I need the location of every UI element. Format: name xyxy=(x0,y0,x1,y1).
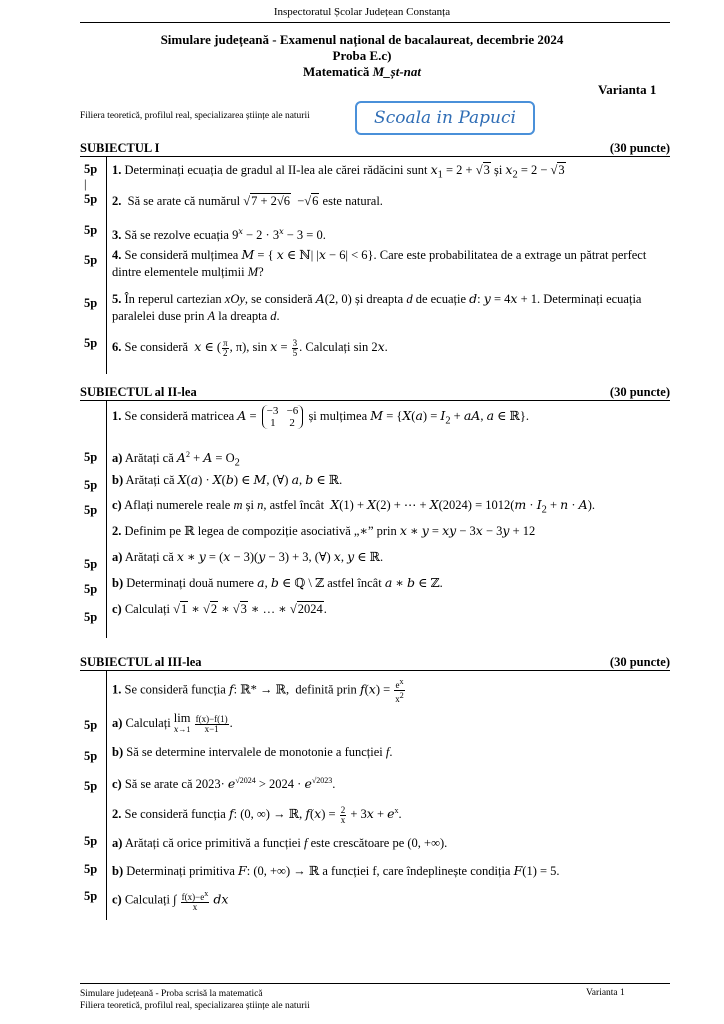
points-label: 5p xyxy=(84,450,98,464)
points-label: 5p xyxy=(84,478,98,492)
points-label: 5p xyxy=(84,779,98,793)
points-label: 5p xyxy=(84,223,98,237)
question-3-2c: c) Calculați ∫ $\frac{f(x)-e^x}{x}$ dx xyxy=(112,889,229,912)
question-3-1a: a) Calculați lim x→1 $\frac{f(x)-f(1)}{x-1}$ . xyxy=(112,711,233,734)
question-3-2b: b) Determinați primitiva F: (0, +∞) → ℝ a funcției f, care îndeplinește condiția F(1) = 5. xyxy=(112,863,560,878)
section-1-margin-line xyxy=(106,156,107,374)
school-logo: Scoala in Papuci xyxy=(355,101,535,135)
section-3-points: (30 puncte) xyxy=(609,655,670,669)
question-1-3: 3. Să se rezolve ecuația $9^x - 2 \cdot 3^x - 3 = 0$. xyxy=(112,227,326,243)
section-3-header xyxy=(80,655,670,670)
question-1-6: 6. Se consideră x ∈ ( $\frac{\pi}{2}$ , π), sin x = $\frac{3}{5}$ . Calculați sin 2x. xyxy=(112,337,388,358)
question-2-1: 1. Se consideră matricea A = −3 −6 1 2 și mulțimea $M = \{X(a) = I_2$ + aA, a ∈ ℝ}. xyxy=(112,405,530,429)
points-label: 5p xyxy=(84,503,98,517)
footer-variant: Varianta 1 xyxy=(586,988,625,998)
exam-subject: Matematică M_șt-nat xyxy=(302,64,422,79)
footer-line-1: Simulare județeană - Proba scrisă la matematică xyxy=(80,989,263,999)
exam-title: Simulare județeană - Examenul național de bacalaureat, decembrie 2024 xyxy=(160,32,564,47)
points-label: 5p xyxy=(84,718,98,732)
points-label: 5p xyxy=(84,749,98,763)
footer-left xyxy=(80,988,310,1012)
question-2-1b: b) Arătați că X(a) · X(b) ∈ M, (∀) a, b ∈ ℝ. xyxy=(112,472,343,487)
section-2-rule xyxy=(80,400,670,401)
section-2-header xyxy=(80,385,670,400)
question-3-2a: a) Arătați că orice primitivă a funcției f este crescătoare pe (0, +∞). xyxy=(112,836,448,850)
points-label: 5p xyxy=(84,834,98,848)
footer-line-2: Filiera teoretică, profilul real, specializarea științe ale naturii xyxy=(80,1001,310,1011)
section-3-rule xyxy=(80,670,670,671)
question-1-2: 2. Să se arate că numărul √7 + 2√6 −√6 este natural. xyxy=(112,194,383,208)
section-1-header xyxy=(80,141,670,156)
question-3-1c: c) Să se arate că $2023\cdot e^{√2024} > 2024 \cdot e^{√2023}$. xyxy=(112,776,336,792)
question-3-1: 1. Se consideră funcția f: ℝ* → ℝ, definită prin f(x) = $\frac{e^x}{x^2}$ xyxy=(112,677,404,704)
points-label: 5p xyxy=(84,582,98,596)
points-label: 5p xyxy=(84,862,98,876)
section-1-rule xyxy=(80,156,670,157)
inspectorate-name: Inspectoratul Școlar Județean Constanța xyxy=(273,6,451,18)
header-rule xyxy=(80,22,670,23)
points-label: 5p xyxy=(84,192,98,206)
points-label: 5p xyxy=(84,296,98,310)
question-2-2b: b) Determinați două numere a, b ∈ ℚ \ ℤ astfel încât a ∗ b ∈ ℤ. xyxy=(112,575,443,590)
exam-proba: Proba E.c) xyxy=(332,48,392,63)
question-2-1a: a) Arătați că $A^2 + A = O_2$ xyxy=(112,450,240,469)
question-3-1b: b) Să se determine intervalele de monotonie a funcției f. xyxy=(112,745,393,759)
question-2-2c: c) Calculați √1 ∗ √2 ∗ √3 ∗ … ∗ √2024. xyxy=(112,602,327,616)
question-2-2a: a) Arătați că x ∗ y = (x − 3)(y − 3) + 3, (∀) x, y ∈ ℝ. xyxy=(112,549,384,564)
question-1-5: 5. În reperul cartezian xOy, se consideră A(2, 0) și dreapta d de ecuație d: y = 4x + 1. Determinați ecuația paralelei duse prin A la dreapta d. xyxy=(112,291,642,323)
filiera-label: Filiera teoretică, profilul real, specializarea științe ale naturii xyxy=(80,111,310,121)
question-1-1: 1. Determinați ecuația de gradul al II-lea ale cărei rădăcini sunt $x_1 = 2 + √3$ și $x_2 = 2 - √3$ xyxy=(112,162,565,181)
question-2-1c: c) Aflați numerele reale m și n, astfel încât X(1) + X(2) + ⋯ + $X(2024) = 1012(m \cdot I_2 + n \cdot A)$. xyxy=(112,497,595,516)
section-1-title: SUBIECTUL I xyxy=(80,141,160,155)
points-label: 5p xyxy=(84,889,98,903)
points-label: 5p xyxy=(84,610,98,624)
points-label: 5p xyxy=(84,557,98,571)
section-2-margin-line xyxy=(106,400,107,638)
question-1-4: 4. Se consideră mulțimea M = { x ∈ ℕ| |x − 6| < 6}. Care este probabilitatea de a extrage un pătrat perfect dintre elementele mulțimii M? xyxy=(112,247,647,279)
footer-rule xyxy=(80,983,670,984)
section-1-points: (30 puncte) xyxy=(609,141,670,155)
section-3-title: SUBIECTUL al III-lea xyxy=(80,655,202,669)
question-2-2: 2. Definim pe ℝ legea de compoziție asociativă „∗” prin x ∗ y = xy − 3x − 3y + 12 xyxy=(112,523,536,538)
section-3-margin-line xyxy=(106,670,107,920)
points-label: 5p | xyxy=(84,162,98,191)
section-2-title: SUBIECTUL al II-lea xyxy=(80,385,197,399)
points-label: 5p xyxy=(84,253,98,267)
variant-label: Varianta 1 xyxy=(598,82,657,97)
points-label: 5p xyxy=(84,336,98,350)
question-3-2: 2. Se consideră funcția f: (0, ∞) → ℝ, f(x) = $\frac{2}{x}$ + $3x + e^x$. xyxy=(112,804,402,825)
section-2-points: (30 puncte) xyxy=(609,385,670,399)
